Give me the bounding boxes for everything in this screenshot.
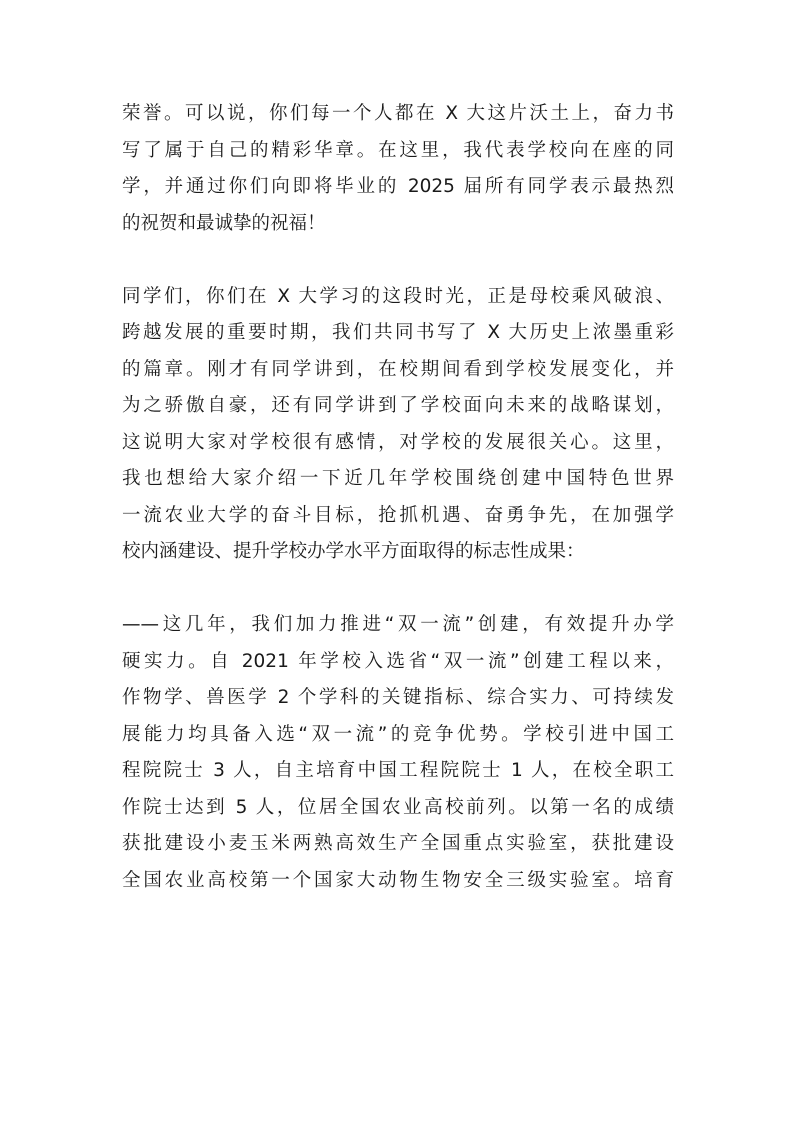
text-line: 这说明大家对学校很有感情，对学校的发展很关心。这里， (122, 431, 674, 453)
text-line: 一流农业大学的奋斗目标，抢抓机遇、奋勇争先，在加强学 (122, 504, 674, 526)
text-line: 荣誉。可以说，你们每一个人都在 X 大这片沃土上，奋力书 (122, 103, 674, 124)
text-line: 学，并通过你们向即将毕业的 2025 届所有同学表示最热烈 (122, 176, 674, 197)
text-line: 我也想给大家介绍一下近几年学校围绕创建中国特色世界 (122, 468, 674, 489)
text-line: 写了属于自己的精彩华章。在这里，我代表学校向在座的同 (122, 139, 674, 161)
paragraph-spacer (122, 571, 674, 608)
text-line: 校内涵建设、提升学校办学水平方面取得的标志性成果： (122, 541, 585, 562)
document-page (122, 96, 674, 899)
text-line: 获批建设小麦玉米两熟高效生产全国重点实验室，获批建设 (122, 833, 674, 854)
text-line: 硬实力。自 2021 年学校入选省“双一流”创建工程以来， (122, 650, 674, 672)
text-line: 同学们，你们在 X 大学习的这段时光，正是母校乘风破浪、 (122, 285, 674, 307)
text-line: 为之骄傲自豪，还有同学讲到了学校面向未来的战略谋划， (122, 395, 674, 416)
paragraph-double-first-class (122, 607, 674, 899)
text-line: 的篇章。刚才有同学讲到，在校期间看到学校发展变化，并 (122, 358, 674, 380)
text-line: 展能力均具备入选“双一流”的竞争优势。学校引进中国工 (122, 723, 674, 745)
text-line: 作物学、兽医学 2 个学科的关键指标、综合实力、可持续发 (122, 687, 674, 708)
text-line: 全国农业高校第一个国家大动物生物安全三级实验室。培育 (122, 869, 674, 891)
text-line: 跨越发展的重要时期，我们共同书写了 X 大历史上浓墨重彩 (122, 322, 674, 343)
text-line: 的祝贺和最诚挚的祝福！ (122, 212, 326, 234)
paragraph-school-development (122, 279, 674, 571)
text-line: 作院士达到 5 人，位居全国农业高校前列。以第一名的成绩 (122, 796, 674, 818)
text-line: ——这几年，我们加力推进“双一流”创建，有效提升办学 (122, 614, 674, 635)
text-line: 程院院士 3 人，自主培育中国工程院院士 1 人，在校全职工 (122, 760, 674, 781)
paragraph-closing-wishes (122, 96, 674, 242)
paragraph-spacer (122, 242, 674, 279)
